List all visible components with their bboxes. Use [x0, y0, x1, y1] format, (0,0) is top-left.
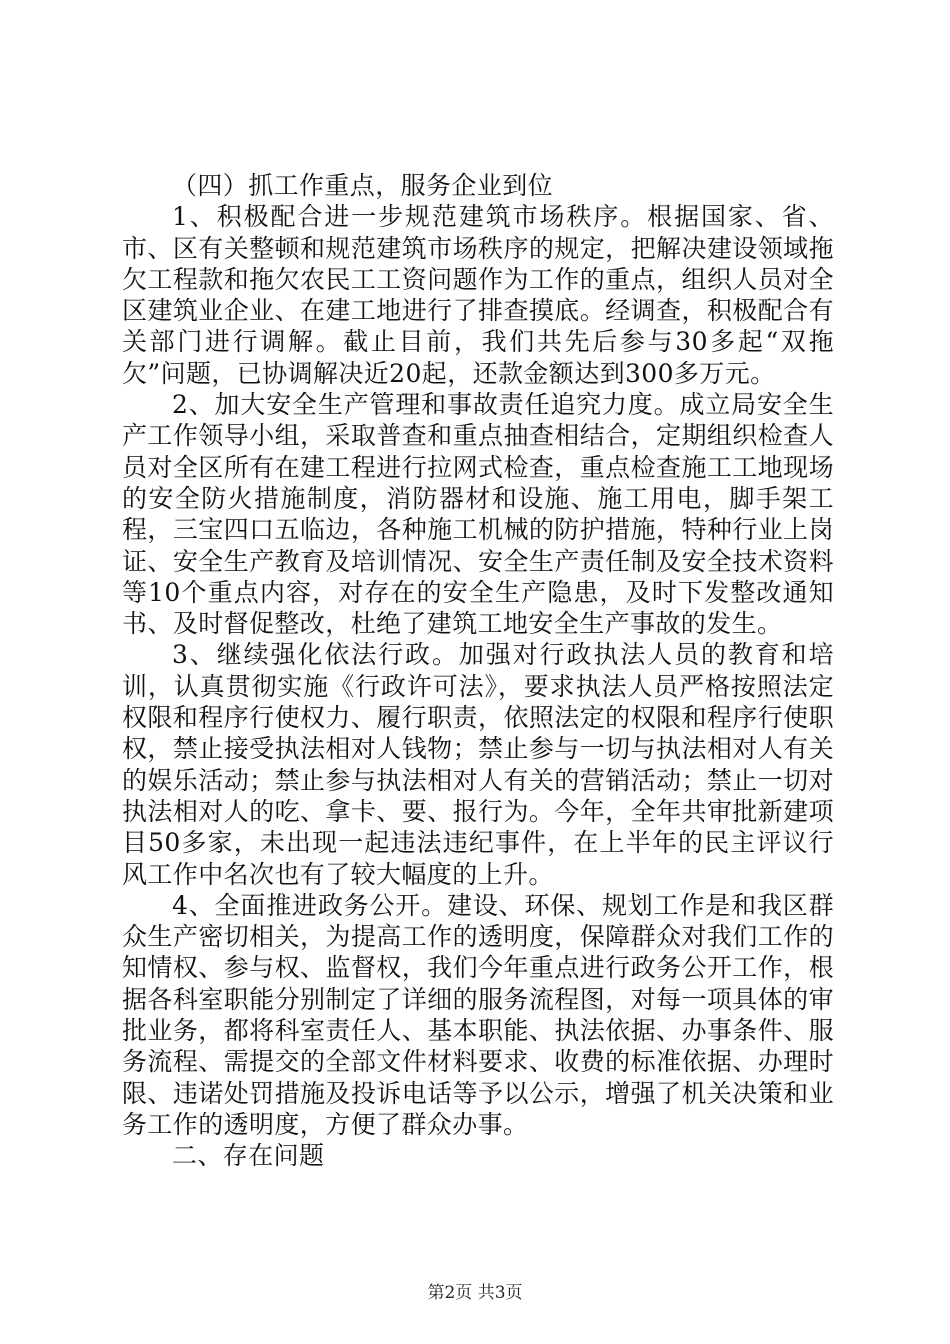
paragraph-safety-production: 2、加大安全生产管理和事故责任追究力度。成立局安全生产工作领导小组，采取普查和重点抽查相结合，定期组织检查人员对全区所有在建工程进行拉网式检查，重点检查施工工地现场的安全防火措施制度，消防器材和设施、施工用电，脚手架工程，三宝四口五临边，各种施工机械的防护措施，特种行业上岗证、安全生产教育及培训情况、安全生产责任制及安全技术资料等10个重点内容，对存在的安全生产隐患，及时下发整改通知书、及时督促整改，杜绝了建筑工地安全生产事故的发生。 [122, 390, 834, 639]
paragraph-government-transparency: 4、全面推进政务公开。建设、环保、规划工作是和我区群众生产密切相关，为提高工作的透明度，保障群众对我们工作的知情权、参与权、监督权，我们今年重点进行政务公开工作，根据各科室职能分别制定了详细的服务流程图，对每一项具体的审批业务，都将科室责任人、基本职能、执法依据、办事条件、服务流程、需提交的全部文件材料要求、收费的标准依据、办理时限、违诺处罚措施及投诉电话等予以公示，增强了机关决策和业务工作的透明度，方便了群众办事。 [122, 890, 834, 1139]
page-number-footer: 第2页 共3页 [427, 1283, 523, 1303]
paragraph-lawful-administration: 3、继续强化依法行政。加强对行政执法人员的教育和培训，认真贯彻实施《行政许可法》，要求执法人员严格按照法定权限和程序行使权力、履行职责，依照法定的权限和程序行使职权，禁止接受执法相对人钱物；禁止参与一切与执法相对人有关的娱乐活动；禁止参与执法相对人有关的营销活动；禁止一切对执法相对人的吃、拿卡、要、报行为。今年，全年共审批新建项目50多家，未出现一起违法违纪事件，在上半年的民主评议行风工作中名次也有了较大幅度的上升。 [122, 640, 834, 889]
section-heading-problems: 二、存在问题 [172, 1141, 325, 1171]
section-heading: （四）抓工作重点，服务企业到位 [172, 171, 554, 200]
document-body [122, 170, 834, 1172]
paragraph-market-order: 1、积极配合进一步规范建筑市场秩序。根据国家、省、市、区有关整顿和规范建筑市场秩序的规定，把解决建设领域拖欠工程款和拖欠农民工工资问题作为工作的重点，组织人员对全区建筑业企业、在建工地进行了排查摸底。经调查，积极配合有关部门进行调解。截止目前，我们共先后参与30多起“双拖欠”问题，已协调解决近20起，还款金额达到300多万元。 [122, 202, 834, 388]
